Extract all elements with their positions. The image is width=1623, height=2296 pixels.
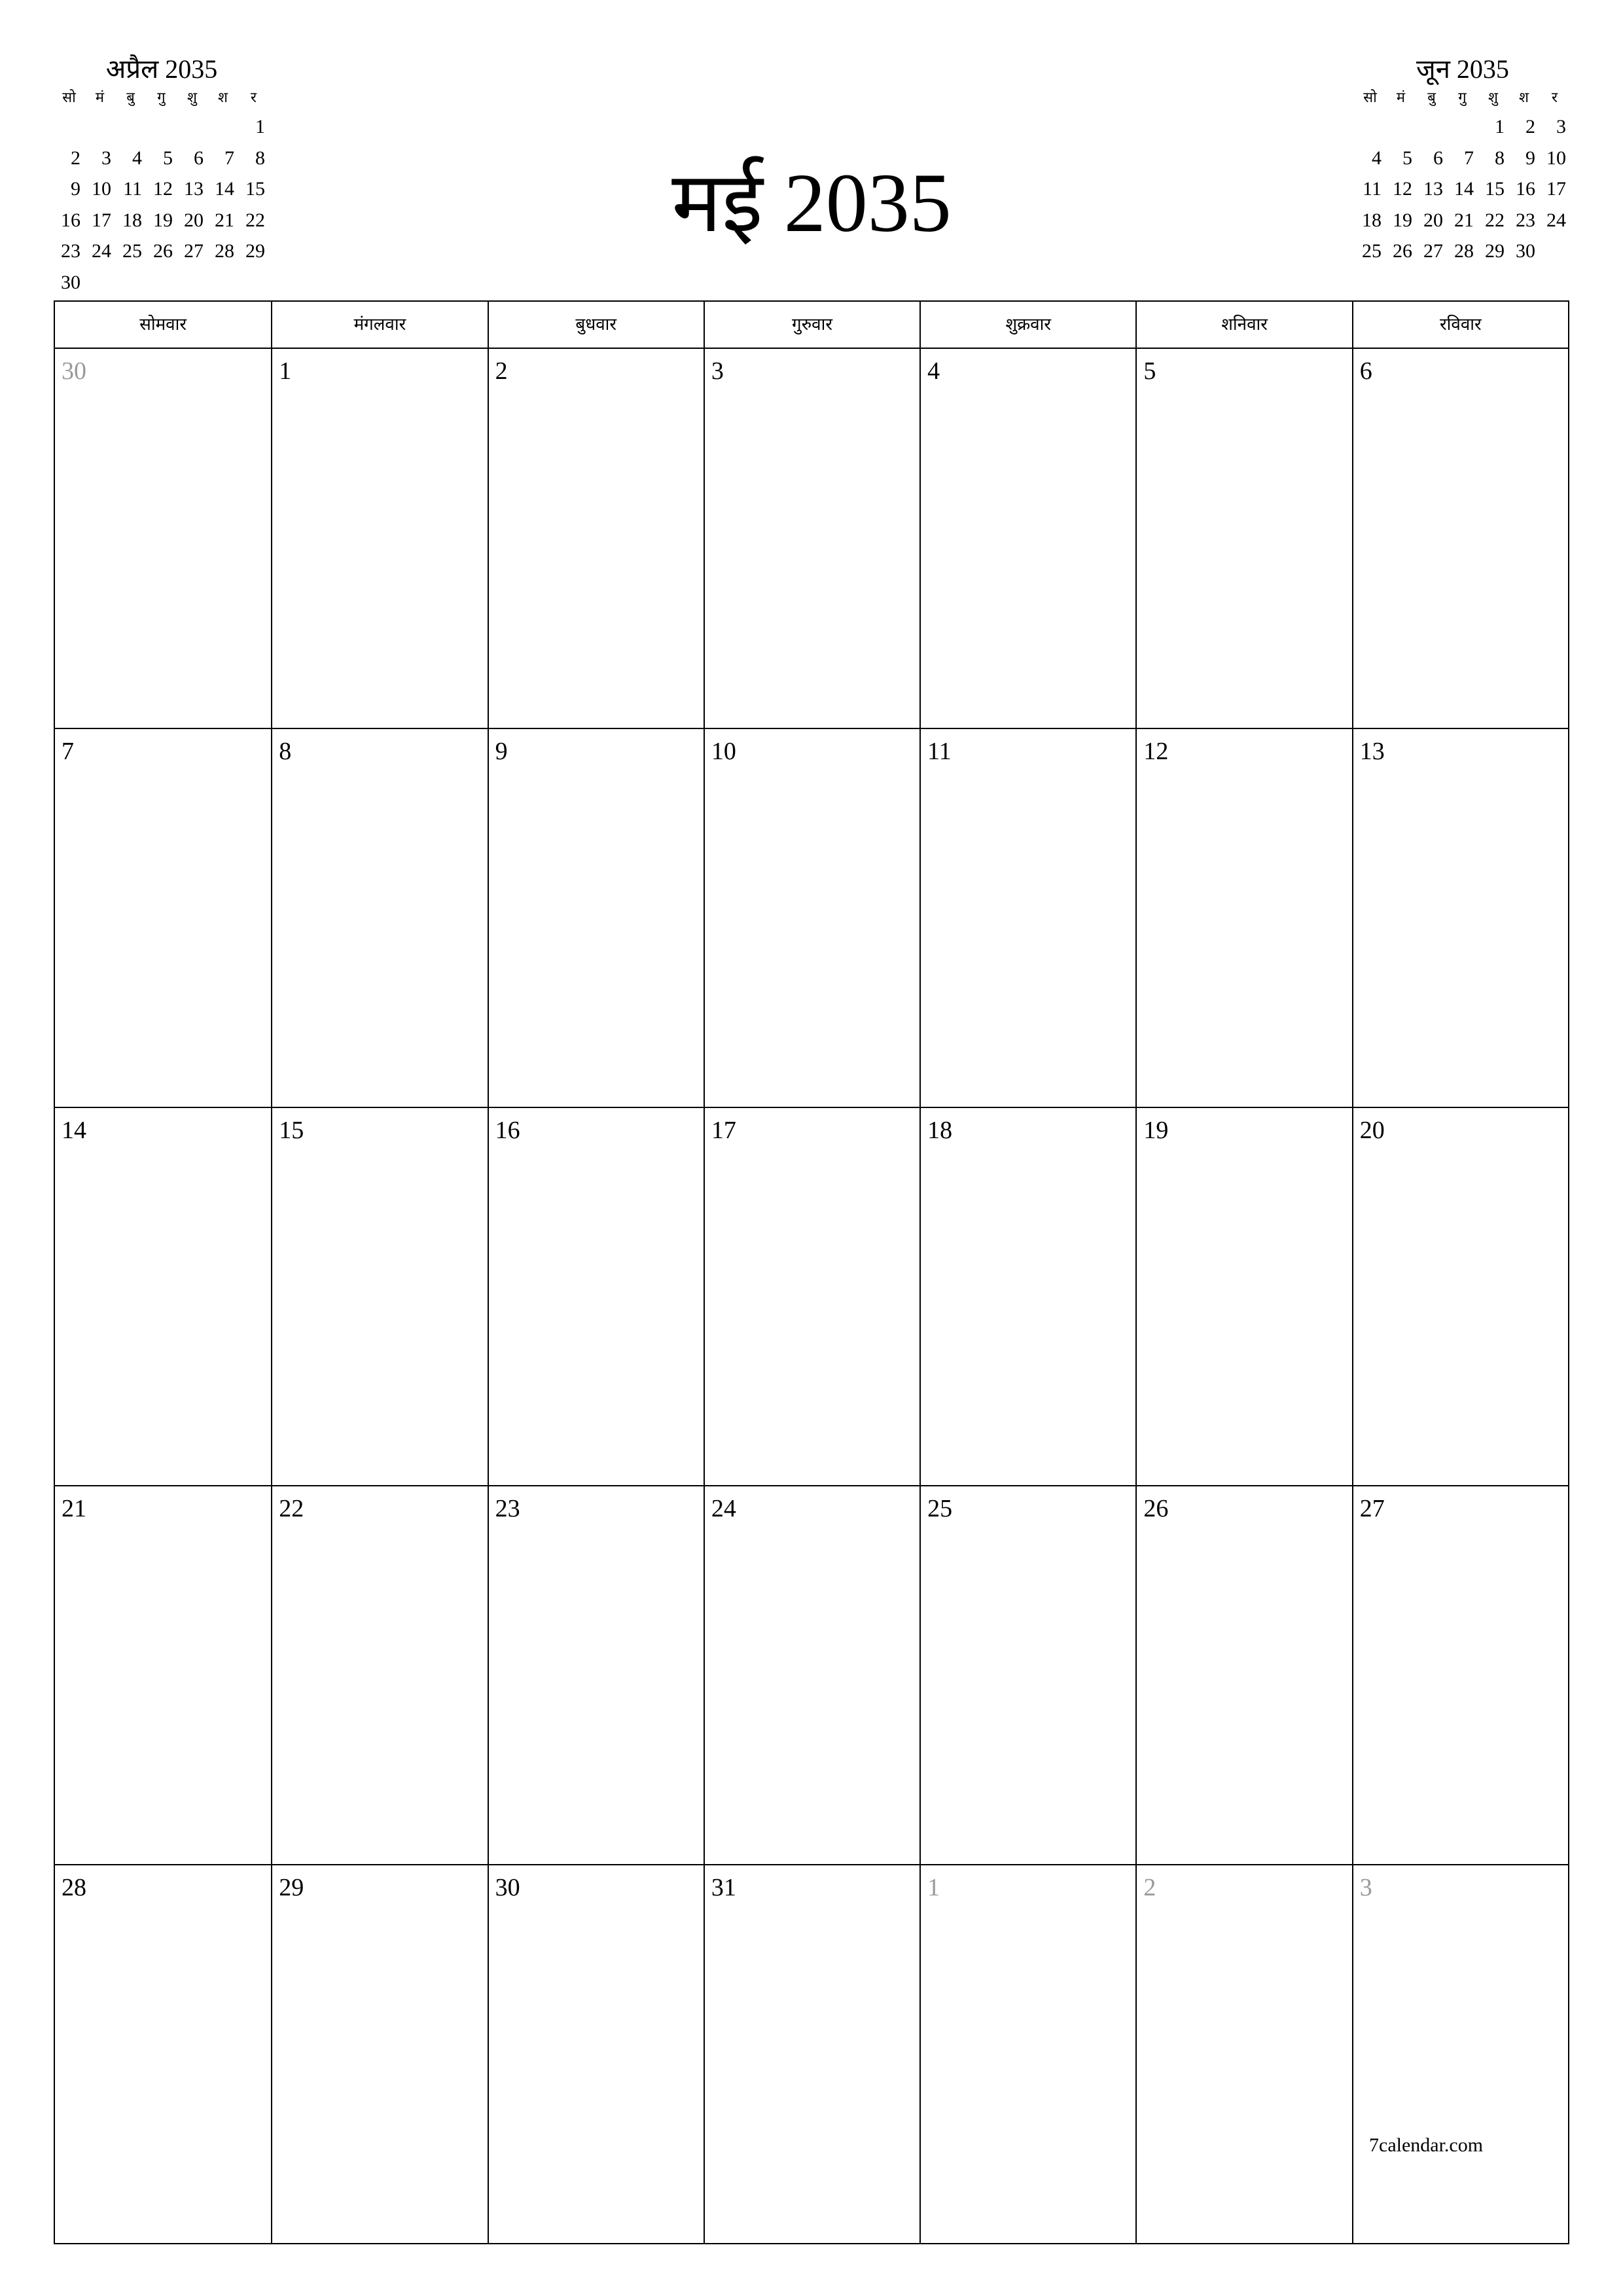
mini-calendar-grid	[1355, 85, 1571, 267]
mini-day: 10	[1546, 147, 1566, 169]
mini-day: 9	[71, 178, 80, 200]
day-cell[interactable]	[488, 1485, 704, 1864]
mini-day: 24	[1546, 209, 1566, 231]
weekday-header-row	[55, 302, 1568, 349]
day-number: 2	[1143, 1874, 1156, 1902]
day-number: 20	[1359, 1116, 1385, 1144]
mini-day: 16	[1516, 178, 1535, 200]
mini-weekday-label: गु	[1458, 90, 1467, 106]
mini-day	[207, 267, 238, 298]
day-number: 18	[927, 1116, 953, 1144]
mini-day: 17	[1546, 178, 1566, 200]
day-number: 9	[495, 737, 508, 765]
day-number: 11	[927, 737, 952, 765]
mini-day: 26	[153, 240, 173, 262]
day-cell[interactable]	[704, 1864, 919, 2243]
mini-day: 30	[61, 271, 80, 293]
mini-day: 27	[184, 240, 204, 262]
mini-day: 24	[92, 240, 111, 262]
day-cell[interactable]	[1135, 728, 1351, 1107]
mini-day	[115, 267, 146, 298]
day-number: 5	[1143, 357, 1156, 385]
day-cell[interactable]	[919, 1485, 1135, 1864]
mini-day	[146, 111, 177, 143]
day-cell[interactable]	[55, 1864, 271, 2243]
mini-day: 18	[122, 209, 142, 231]
mini-day	[207, 111, 238, 143]
mini-day: 26	[1393, 240, 1412, 262]
day-number: 22	[279, 1495, 304, 1523]
day-cell[interactable]	[55, 1107, 271, 1486]
mini-weekday-label: सो	[62, 90, 76, 106]
day-cell[interactable]	[271, 1864, 487, 2243]
mini-day: 5	[1402, 147, 1412, 169]
mini-day: 2	[71, 147, 80, 169]
mini-day: 28	[215, 240, 234, 262]
mini-day: 25	[1362, 240, 1382, 262]
weekday-header: सोमवार	[139, 315, 187, 334]
day-number: 17	[711, 1116, 736, 1144]
mini-day: 23	[61, 240, 80, 262]
day-cell[interactable]	[919, 728, 1135, 1107]
mini-day	[115, 111, 146, 143]
mini-day: 1	[1495, 116, 1505, 137]
day-cell[interactable]	[704, 728, 919, 1107]
day-cell[interactable]	[1352, 1485, 1568, 1864]
mini-day	[177, 267, 207, 298]
mini-weekday-label: बु	[126, 90, 135, 106]
mini-day	[238, 267, 269, 298]
mini-weekday-label: गु	[157, 90, 166, 106]
mini-day: 10	[92, 178, 111, 200]
mini-day	[1416, 111, 1447, 143]
mini-day: 20	[184, 209, 204, 231]
day-cell[interactable]	[488, 1107, 704, 1486]
mini-day: 21	[215, 209, 234, 231]
mini-day: 30	[1516, 240, 1535, 262]
day-number: 15	[279, 1116, 304, 1144]
mini-day: 22	[245, 209, 265, 231]
mini-day: 11	[123, 178, 142, 200]
day-cell[interactable]	[271, 1485, 487, 1864]
mini-day: 12	[153, 178, 173, 200]
mini-day	[1539, 236, 1570, 267]
day-number: 26	[1143, 1495, 1169, 1523]
mini-calendar-title: जून 2035	[1416, 54, 1509, 84]
mini-day: 15	[245, 178, 265, 200]
mini-day: 29	[1485, 240, 1505, 262]
day-number: 7	[62, 737, 74, 765]
mini-day: 13	[184, 178, 204, 200]
day-cell[interactable]	[1135, 1485, 1351, 1864]
day-cell[interactable]	[1135, 349, 1351, 728]
mini-day: 8	[255, 147, 265, 169]
weekday-header: गुरुवार	[704, 302, 919, 348]
day-cell[interactable]	[1352, 1864, 1568, 2243]
mini-day	[1355, 111, 1385, 143]
day-number: 19	[1143, 1116, 1169, 1144]
day-cell[interactable]	[271, 728, 487, 1107]
mini-day: 23	[1516, 209, 1535, 231]
mini-day: 29	[245, 240, 265, 262]
day-cell[interactable]	[1352, 349, 1568, 728]
day-cell[interactable]	[488, 1864, 704, 2243]
mini-weekday-label: र	[251, 90, 257, 106]
page-title: मई 2035	[671, 156, 952, 249]
day-cell[interactable]	[1352, 728, 1568, 1107]
mini-day	[54, 111, 84, 143]
day-cell[interactable]	[919, 1864, 1135, 2243]
mini-day: 8	[1495, 147, 1505, 169]
day-cell[interactable]	[488, 728, 704, 1107]
day-cell[interactable]	[704, 349, 919, 728]
mini-day: 6	[194, 147, 204, 169]
day-cell[interactable]	[1135, 1864, 1351, 2243]
mini-day: 7	[1464, 147, 1474, 169]
day-number: 29	[279, 1874, 304, 1902]
day-cell[interactable]	[55, 728, 271, 1107]
weekday-header: मंगलवार	[271, 302, 487, 348]
month-calendar	[54, 300, 1569, 2244]
mini-weekday-label: र	[1552, 90, 1558, 106]
day-number: 24	[711, 1495, 736, 1523]
mini-day	[84, 111, 115, 143]
mini-day: 16	[61, 209, 80, 231]
mini-day	[177, 111, 207, 143]
mini-day	[146, 267, 177, 298]
mini-day: 21	[1454, 209, 1474, 231]
day-number: 30	[495, 1874, 520, 1902]
mini-weekday-label: शु	[1488, 90, 1498, 106]
mini-day: 28	[1454, 240, 1474, 262]
mini-day	[1447, 111, 1478, 143]
mini-day: 4	[1372, 147, 1382, 169]
mini-day	[84, 267, 115, 298]
day-cell[interactable]	[1352, 1107, 1568, 1486]
mini-day: 25	[122, 240, 142, 262]
day-cell[interactable]	[919, 349, 1135, 728]
footer-credit: 7calendar.com	[1369, 2134, 1484, 2156]
mini-weekday-label: सो	[1363, 90, 1377, 106]
day-cell[interactable]	[704, 1107, 919, 1486]
mini-calendar-title: अप्रैल 2035	[105, 54, 218, 84]
mini-calendar-next	[1355, 54, 1571, 267]
mini-day: 18	[1362, 209, 1382, 231]
mini-day: 14	[215, 178, 234, 200]
day-number: 23	[495, 1495, 520, 1523]
mini-weekday-label: बु	[1427, 90, 1436, 106]
mini-day: 9	[1525, 147, 1535, 169]
day-cell[interactable]	[55, 349, 271, 728]
day-number: 3	[711, 357, 724, 385]
mini-day: 4	[132, 147, 142, 169]
day-number: 16	[495, 1116, 520, 1144]
mini-day: 11	[1363, 178, 1382, 200]
day-number: 2	[495, 357, 508, 385]
mini-day: 14	[1454, 178, 1474, 200]
weekday-header: शुक्रवार	[919, 302, 1135, 348]
mini-day: 27	[1423, 240, 1443, 262]
mini-day: 15	[1485, 178, 1505, 200]
day-number: 8	[279, 737, 292, 765]
day-number: 30	[62, 357, 86, 385]
day-cell[interactable]	[271, 349, 487, 728]
weekday-header: रविवार	[1352, 302, 1568, 348]
mini-day: 13	[1423, 178, 1443, 200]
day-number: 25	[927, 1495, 953, 1523]
mini-day: 19	[1393, 209, 1412, 231]
mini-weekday-label: श	[1519, 90, 1529, 106]
mini-day: 6	[1433, 147, 1443, 169]
day-number: 21	[62, 1495, 86, 1523]
mini-day	[1385, 111, 1416, 143]
mini-day: 7	[224, 147, 234, 169]
day-number: 3	[1359, 1874, 1372, 1902]
day-number: 31	[711, 1874, 736, 1902]
mini-day: 20	[1423, 209, 1443, 231]
mini-day: 3	[101, 147, 111, 169]
day-number: 28	[62, 1874, 86, 1902]
mini-day: 19	[153, 209, 173, 231]
day-number: 27	[1359, 1495, 1385, 1523]
calendar-days-grid	[55, 349, 1568, 2243]
mini-day: 1	[255, 116, 265, 137]
day-number: 13	[1359, 737, 1385, 765]
day-cell[interactable]	[55, 1485, 271, 1864]
day-cell[interactable]	[271, 1107, 487, 1486]
day-number: 10	[711, 737, 736, 765]
mini-weekday-label: मं	[95, 90, 105, 106]
day-number: 12	[1143, 737, 1169, 765]
day-number: 1	[279, 357, 292, 385]
mini-weekday-label: शु	[187, 90, 197, 106]
day-number: 6	[1359, 357, 1372, 385]
day-number: 4	[927, 357, 940, 385]
day-number: 1	[927, 1874, 940, 1902]
weekday-header: शनिवार	[1135, 302, 1351, 348]
mini-day: 2	[1525, 116, 1535, 137]
day-number: 14	[62, 1116, 86, 1144]
mini-day: 3	[1556, 116, 1566, 137]
day-cell[interactable]	[704, 1485, 919, 1864]
day-cell[interactable]	[488, 349, 704, 728]
mini-day: 12	[1393, 178, 1412, 200]
day-cell[interactable]	[919, 1107, 1135, 1486]
day-cell[interactable]	[1135, 1107, 1351, 1486]
mini-day: 22	[1485, 209, 1505, 231]
mini-day: 5	[163, 147, 173, 169]
mini-weekday-label: मं	[1396, 90, 1406, 106]
weekday-header: बुधवार	[488, 302, 704, 348]
mini-weekday-label: श	[218, 90, 228, 106]
mini-day: 17	[92, 209, 111, 231]
